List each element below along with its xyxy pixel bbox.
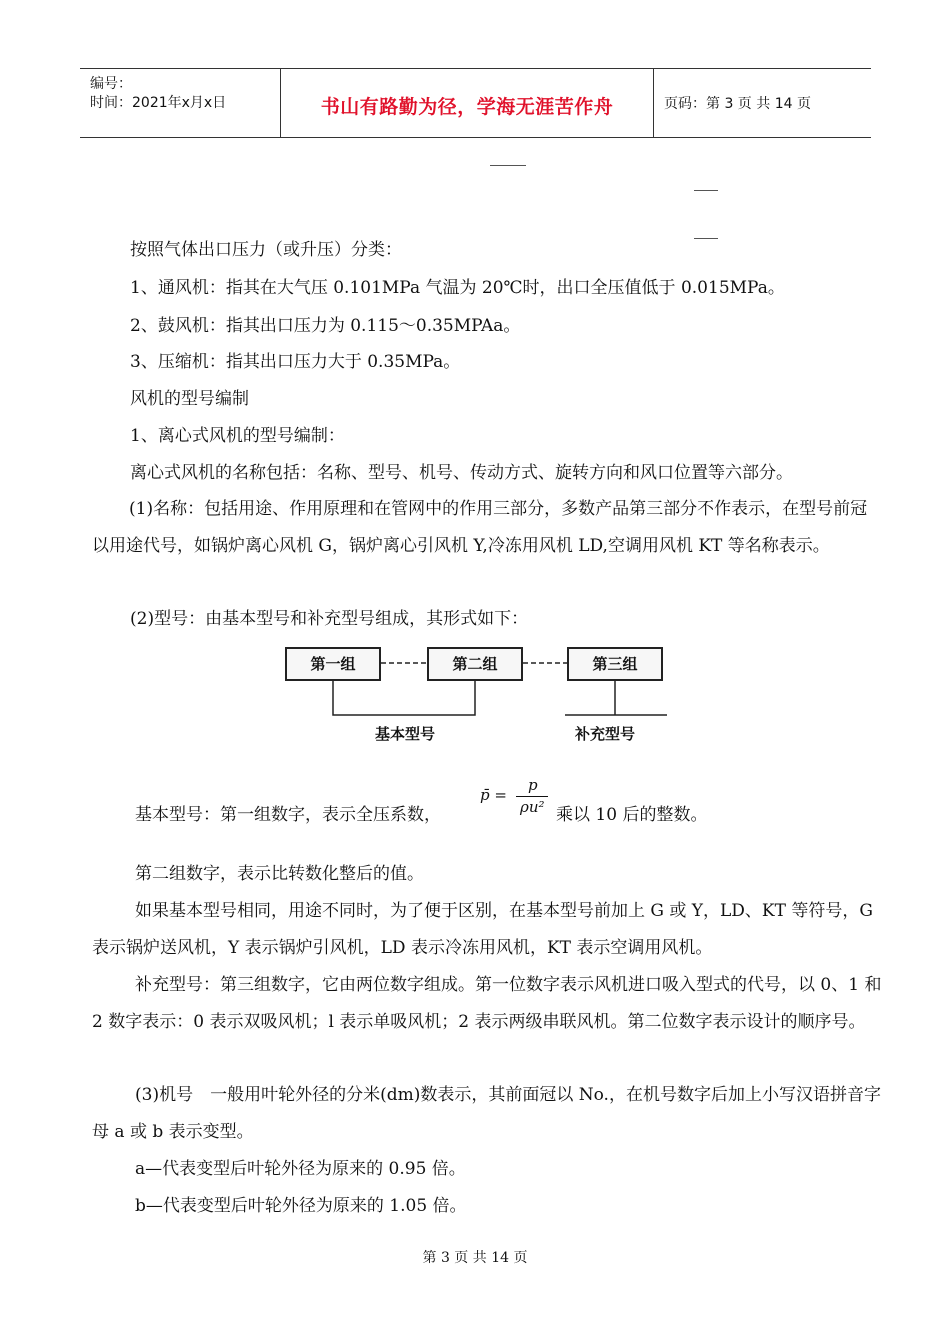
formula-denominator: ρu² [520,798,545,816]
paragraph-classification-intro: 按照气体出口压力（或升压）分类： [130,240,402,260]
diagram-group3-box: 第三组 [567,647,663,681]
decorative-dash [490,165,526,166]
paragraph-second-group: 第二组数字，表示比转数化整后的值。 [135,864,424,884]
paragraph-basic-model: 基本型号：第一组数字，表示全压系数， [135,805,441,825]
paragraph-ventilator: 1、通风机：指其在大气压 0.101MPa 气温为 20℃时，出口全压值低于 0.015MPa。 [130,278,785,298]
formula-fraction-bar [516,796,548,797]
paragraph-basic-model-tail: 乘以 10 后的整数。 [556,805,708,825]
model-structure-diagram [275,641,675,751]
header-page-info: 页码：第 3 页 共 14 页 [664,96,811,112]
paragraph-compressor: 3、压缩机：指其出口压力大于 0.35MPa。 [130,352,461,372]
formula-lhs: p̄ = [480,786,507,804]
pressure-coefficient-formula [478,778,553,826]
diagram-group1-box: 第一组 [285,647,381,681]
paragraph-variant-a: a—代表变型后叶轮外径为原来的 0.95 倍。 [135,1159,466,1179]
formula-numerator: p [528,776,538,794]
paragraph-supplementary-model: 补充型号：第三组数字，它由两位数字组成。第一位数字表示风机进口吸入型式的代号，以 0、1 和 2 数字表示：0 表示双吸风机；l 表示单吸风机；2 表示两级串联风机。第二位数字表示设计的顺序号。 [92,975,882,1032]
header-center-cell [281,69,654,137]
paragraph-machine-number: (3)机号 一般用叶轮外径的分米(dm)数表示，其前面冠以 No.，在机号数字后加上小写汉语拼音字母 a 或 b 表示变型。 [92,1085,881,1142]
paragraph-variant-b: b—代表变型后叶轮外径为原来的 1.05 倍。 [135,1196,467,1216]
paragraph-model-form: (2)型号：由基本型号和补充型号组成，其形式如下： [130,609,529,629]
document-number-label: 编号： [90,76,132,92]
decorative-dash [694,238,718,239]
diagram-basic-model-label: 基本型号 [375,725,436,743]
diagram-group2-box: 第二组 [427,647,523,681]
header-motto: 书山有路勤为径，学海无涯苦作舟 [320,96,614,118]
decorative-dash [694,190,718,191]
paragraph-name-parts: 离心式风机的名称包括：名称、型号、机号、传动方式、旋转方向和风口位置等六部分。 [130,463,793,483]
document-time-label: 时间：2021年x月x日 [90,95,227,111]
subsection-heading-centrifugal: 1、离心式风机的型号编制： [130,426,345,446]
page-header [80,68,871,138]
header-left-cell [80,69,281,137]
paragraph-blower: 2、鼓风机：指其出口压力为 0.115～0.35MPAa。 [130,316,521,336]
paragraph-prefix-codes: 如果基本型号相同，用途不同时，为了便于区别，在基本型号前加上 G 或 Y，LD、KT 等符号，G 表示锅炉送风机，Y 表示锅炉引风机，LD 表示冷冻用风机，KT 表示空调用风机。 [92,901,873,958]
paragraph-name-definition: (1)名称：包括用途、作用原理和在管网中的作用三部分，多数产品第三部分不作表示，在型号前冠以用途代号，如锅炉离心风机 G，锅炉离心引风机 Y,冷冻用风机 LD,空调用风机 KT 等名称表示。 [92,499,868,556]
diagram-supplementary-model-label: 补充型号 [575,725,636,743]
section-heading-model: 风机的型号编制 [130,389,249,409]
page-footer: 第 3 页 共 14 页 [422,1250,528,1266]
header-right-cell [654,69,871,137]
